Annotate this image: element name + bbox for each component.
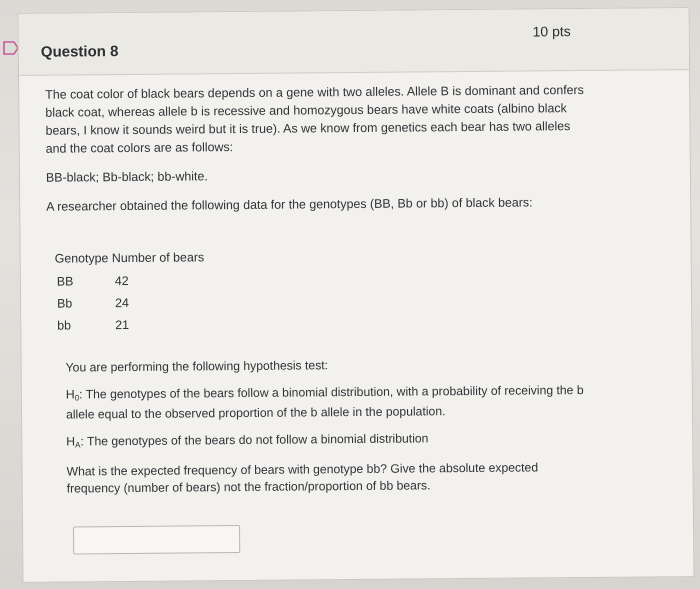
data-intro: A researcher obtained the following data for the genotypes (BB, Bb or bb) of black bears: xyxy=(46,195,533,214)
question-title: Question 8 xyxy=(40,43,119,61)
h0-text: : The genotypes of the bears follow a binomial distribution, with a probability of receiving the b allele equal to the observed proportion of the b allele in the population. xyxy=(65,383,584,422)
genotype-cell: bb xyxy=(57,318,72,333)
genotype-cell: BB xyxy=(56,274,74,289)
null-hypothesis xyxy=(66,382,586,424)
genotype-cell: Bb xyxy=(57,296,73,311)
count-cell: 42 xyxy=(114,273,129,289)
ha-subscript: A xyxy=(75,440,81,450)
answer-input[interactable] xyxy=(73,525,240,554)
genotype-table xyxy=(55,250,205,340)
count-cell: 21 xyxy=(115,317,130,333)
h0-label: H xyxy=(65,387,75,402)
table-header: Genotype Number of bears xyxy=(54,250,205,266)
hypothesis-intro: You are performing the following hypothesis test: xyxy=(65,358,329,375)
question-card xyxy=(18,7,695,583)
table-row xyxy=(55,317,205,340)
table-row xyxy=(55,295,205,318)
question-header xyxy=(19,8,690,76)
table-row xyxy=(55,273,205,296)
question-prompt: What is the expected frequency of bears with genotype bb? Give the absolute expected frequency (number of bears) not the fraction/proportion of bb bears. xyxy=(66,460,539,496)
intro-paragraph: The coat color of black bears depends on a gene with two alleles. Allele B is dominant and confers black coat, whereas allele b is recessive and homozygous bears have white coats (albino black bears, I know it sounds weird but it is true). As we know from genetics each bear has two alleles and the coat colors are as follows: xyxy=(45,83,584,156)
genotype-colors: BB-black; Bb-black; bb-white. xyxy=(45,169,208,185)
alternative-hypothesis xyxy=(66,429,586,454)
count-cell: 24 xyxy=(115,295,129,311)
h0-subscript: 0 xyxy=(74,393,80,403)
ha-text: : The genotypes of the bears do not follow a binomial distribution xyxy=(80,431,429,449)
question-body xyxy=(45,81,586,227)
hypothesis-section xyxy=(66,355,587,508)
question-points: 10 pts xyxy=(532,23,571,40)
ha-label: H xyxy=(66,434,76,449)
